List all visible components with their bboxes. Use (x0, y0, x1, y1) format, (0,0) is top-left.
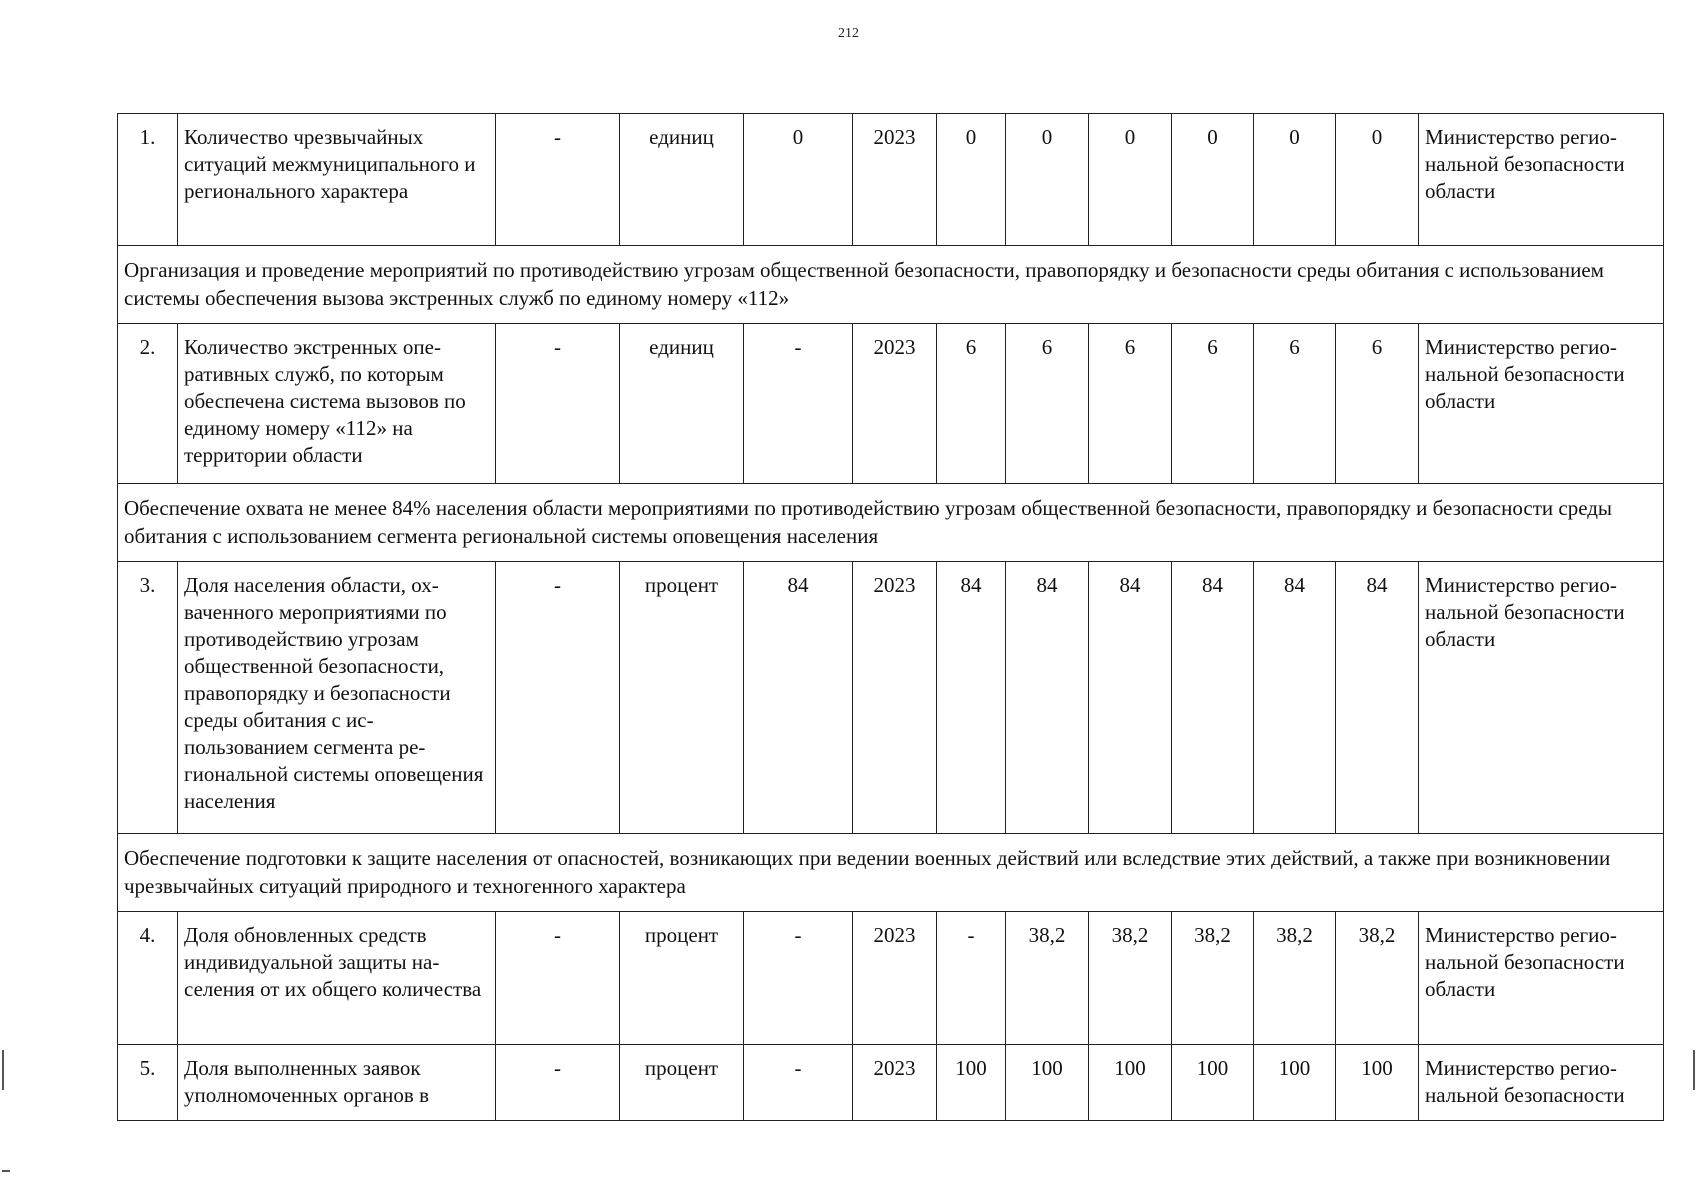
responsible-body: Министерство региональной безопасности области (1419, 324, 1664, 484)
table-row (118, 912, 1664, 1045)
value-year-1: 0 (937, 114, 1006, 246)
indicator-name: Доля выполненных заявок уполномоченных органов в (178, 1045, 496, 1121)
value-year-2: 100 (1006, 1045, 1089, 1121)
value-year-5: 100 (1254, 1045, 1336, 1121)
base-value: - (744, 1045, 853, 1121)
section-title: Обеспечение подготовки к защите населения от опасностей, возникающих при ведении военных действий или вследствие этих действий, а также при возникновении чрезвычайных ситуаций природного и техногенного характера (118, 834, 1664, 912)
base-year: 2023 (853, 912, 937, 1045)
scan-mark-right (1693, 1050, 1695, 1090)
value-year-3: 0 (1089, 114, 1172, 246)
scan-mark-left-low (2, 1170, 10, 1172)
value-year-3: 84 (1089, 562, 1172, 834)
section-row (118, 246, 1664, 324)
responsible-body: Министерство региональной безопасности области (1419, 912, 1664, 1045)
row-number: 2. (118, 324, 178, 484)
value-year-4: 38,2 (1172, 912, 1254, 1045)
value-year-3: 100 (1089, 1045, 1172, 1121)
base-value: 0 (744, 114, 853, 246)
value-year-1: 84 (937, 562, 1006, 834)
indicator-type: - (496, 562, 620, 834)
table-row (118, 1045, 1664, 1121)
value-year-2: 84 (1006, 562, 1089, 834)
value-year-5: 38,2 (1254, 912, 1336, 1045)
base-year: 2023 (853, 1045, 937, 1121)
indicator-type: - (496, 324, 620, 484)
base-value: 84 (744, 562, 853, 834)
value-year-1: - (937, 912, 1006, 1045)
value-year-6: 84 (1336, 562, 1419, 834)
value-year-3: 6 (1089, 324, 1172, 484)
section-row (118, 834, 1664, 912)
value-year-4: 100 (1172, 1045, 1254, 1121)
value-year-5: 6 (1254, 324, 1336, 484)
value-year-5: 0 (1254, 114, 1336, 246)
unit: единиц (620, 114, 744, 246)
base-value: - (744, 912, 853, 1045)
indicators-table (117, 113, 1664, 1121)
value-year-1: 6 (937, 324, 1006, 484)
value-year-6: 38,2 (1336, 912, 1419, 1045)
responsible-body: Министерство региональной безопасности области (1419, 562, 1664, 834)
unit: процент (620, 562, 744, 834)
responsible-body: Министерство региональной безопасности (1419, 1045, 1664, 1121)
scan-mark-left (2, 1050, 4, 1090)
value-year-5: 84 (1254, 562, 1336, 834)
unit: процент (620, 912, 744, 1045)
indicator-name: Доля населения области, охваченного мероприятиями по противодействию угрозам общественной безопасности, правопорядку и безопасности среды обитания с использованием сегмента региональной системы оповещения населения (178, 562, 496, 834)
indicator-name: Доля обновленных средств индивидуальной защиты населения от их общего количества (178, 912, 496, 1045)
value-year-6: 0 (1336, 114, 1419, 246)
row-number: 1. (118, 114, 178, 246)
value-year-4: 84 (1172, 562, 1254, 834)
page-number: 212 (838, 26, 859, 41)
table-row (118, 562, 1664, 834)
value-year-1: 100 (937, 1045, 1006, 1121)
section-row (118, 484, 1664, 562)
section-title: Организация и проведение мероприятий по противодействию угрозам общественной безопасности, правопорядку и безопасности среды обитания с использованием системы обеспечения вызова экстренных служб по единому номеру «112» (118, 246, 1664, 324)
indicator-type: - (496, 114, 620, 246)
value-year-2: 0 (1006, 114, 1089, 246)
base-value: - (744, 324, 853, 484)
value-year-4: 6 (1172, 324, 1254, 484)
base-year: 2023 (853, 562, 937, 834)
row-number: 5. (118, 1045, 178, 1121)
value-year-6: 6 (1336, 324, 1419, 484)
indicator-type: - (496, 1045, 620, 1121)
responsible-body: Министерство региональной безопасности области (1419, 114, 1664, 246)
value-year-2: 38,2 (1006, 912, 1089, 1045)
row-number: 3. (118, 562, 178, 834)
indicator-type: - (496, 912, 620, 1045)
table-row (118, 114, 1664, 246)
section-title: Обеспечение охвата не менее 84% населения области мероприятиями по противодействию угрозам общественной безопасности, правопорядку и безопасности среды обитания с использованием сегмента региональной системы оповещения населения (118, 484, 1664, 562)
value-year-2: 6 (1006, 324, 1089, 484)
base-year: 2023 (853, 114, 937, 246)
value-year-3: 38,2 (1089, 912, 1172, 1045)
value-year-6: 100 (1336, 1045, 1419, 1121)
value-year-4: 0 (1172, 114, 1254, 246)
unit: единиц (620, 324, 744, 484)
base-year: 2023 (853, 324, 937, 484)
indicator-name: Количество экстренных оперативных служб, по которым обеспечена система вызовов по единому номеру «112» на территории области (178, 324, 496, 484)
row-number: 4. (118, 912, 178, 1045)
table-row (118, 324, 1664, 484)
unit: процент (620, 1045, 744, 1121)
indicator-name: Количество чрезвычайных ситуаций межмуниципального и регионального характера (178, 114, 496, 246)
